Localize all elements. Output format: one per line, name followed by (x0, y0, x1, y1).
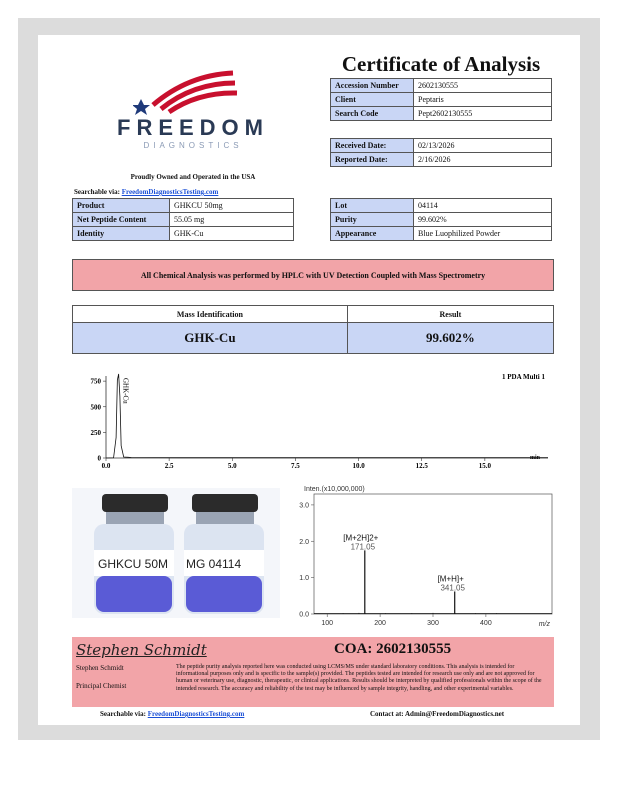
table-row (331, 227, 552, 241)
accession-label: Accession Number (331, 79, 414, 93)
dates-table (330, 138, 552, 167)
signature: Stephen Schmidt (76, 641, 207, 659)
peak-ion-label: [M+2H]2+ (343, 533, 379, 543)
footer-searchable-link[interactable]: FreedomDiagnosticsTesting.com (147, 710, 245, 718)
table-row (331, 213, 552, 227)
results-head-right: Result (347, 306, 553, 323)
appearance-label: Appearance (331, 227, 414, 241)
chemist-role: Principal Chemist (76, 682, 127, 690)
lot-table (330, 198, 552, 241)
chromatogram-line (106, 374, 548, 458)
vial-cap (192, 494, 258, 512)
net-peptide-value: 55.05 mg (170, 213, 294, 227)
x-tick-label: 15.0 (478, 462, 491, 470)
table-row (73, 306, 554, 323)
table-row (331, 107, 552, 121)
y-tick-label: 750 (90, 377, 101, 386)
identity-value: GHK-Cu (170, 227, 294, 241)
client-label: Client (331, 93, 414, 107)
y-tick-label: 500 (90, 403, 101, 412)
received-date-label: Received Date: (331, 139, 414, 153)
results-head-left: Mass Identification (73, 306, 348, 323)
chart-legend: 1 PDA Multi 1 (502, 373, 545, 381)
x-tick-label: 400 (480, 620, 492, 627)
results-purity: 99.602% (347, 323, 553, 354)
vials-image (72, 488, 280, 618)
identity-label: Identity (73, 227, 170, 241)
y-tick-label: 2.0 (299, 538, 309, 546)
table-row (331, 199, 552, 213)
table-row (331, 93, 552, 107)
hplc-chromatogram (78, 368, 556, 473)
certificate-page (38, 35, 580, 725)
x-tick-label: 0.0 (101, 462, 111, 470)
table-row (73, 213, 294, 227)
vial1-label: GHKCU 50M (98, 557, 169, 571)
vial-cap (102, 494, 168, 512)
table-row (73, 323, 554, 354)
searchable-link[interactable]: FreedomDiagnosticsTesting.com (121, 188, 219, 196)
received-date-value: 02/13/2026 (414, 139, 552, 153)
x-axis-unit: min (529, 455, 540, 461)
reported-date-value: 2/16/2026 (414, 153, 552, 167)
page-title: Certificate of Analysis (341, 52, 541, 76)
product-value: GHKCU 50mg (170, 199, 294, 213)
searchable-line (74, 188, 218, 196)
peak-mz-label: 171.05 (350, 542, 376, 552)
accession-table (330, 78, 552, 121)
brand-subtitle: DIAGNOSTICS (143, 141, 243, 150)
flag-logo-icon (133, 65, 243, 115)
peak-label: GHK-Cu (121, 378, 130, 404)
method-banner: All Chemical Analysis was performed by HPLC with UV Detection Coupled with Mass Spectrometry (72, 259, 554, 291)
vial-powder (186, 576, 262, 612)
plot-frame (314, 494, 552, 614)
product-photo (72, 488, 280, 618)
brand-name: FREEDOM (117, 115, 269, 140)
x-tick-label: 7.5 (291, 462, 300, 470)
x-tick-label: 2.5 (164, 462, 174, 470)
net-peptide-label: Net Peptide Content (73, 213, 170, 227)
signature-block (72, 637, 554, 707)
peak-mz-label: 341.05 (440, 583, 465, 593)
x-tick-label: 5.0 (227, 462, 237, 470)
purity-label: Purity (331, 213, 414, 227)
lot-label: Lot (331, 199, 414, 213)
search-code-label: Search Code (331, 107, 414, 121)
y-tick-label: 250 (90, 428, 101, 437)
client-value: Peptaris (414, 93, 552, 107)
x-tick-label: 200 (374, 620, 386, 627)
accession-value: 2602130555 (414, 79, 552, 93)
footer-searchable (100, 710, 244, 718)
table-row (331, 153, 552, 167)
y-axis-label: Inten.(x10,000,000) (304, 486, 365, 493)
footer-contact: Contact at: Admin@FreedomDiagnostics.net (370, 710, 505, 718)
y-tick-label: 1.0 (299, 575, 309, 583)
mass-spectrum (286, 482, 558, 632)
product-table (72, 198, 294, 241)
coa-number: COA: 2602130555 (334, 641, 452, 657)
y-tick-label: 3.0 (299, 502, 309, 510)
peak-ion-label: [M+H]+ (437, 574, 464, 584)
vial2-label: MG 04114 (186, 557, 242, 571)
x-tick-label: 300 (427, 620, 439, 627)
lot-value: 04114 (414, 199, 552, 213)
x-axis-label: m/z (538, 621, 550, 628)
search-code-value: Pept2602130555 (414, 107, 552, 121)
footer-searchable-label: Searchable via: (100, 710, 146, 718)
table-row (73, 227, 294, 241)
results-table (72, 305, 554, 354)
table-row (73, 199, 294, 213)
disclaimer: The peptide purity analysis reported here was conducted using LCMS/MS under standard laboratory conditions. This analysis is intended for informational purposes only and is specific to the sample(s) provided. The peptides tested are intended for research use only and are not approved for human or veterinary use, diagnostic, therapeutic, or clinical applications. Results should be interpreted by qualified professionals within the scope of the intended research. The accuracy and reliability of the test may be influenced by sample integrity, handling, and other experimental variables. (176, 664, 542, 692)
results-mass-id: GHK-Cu (73, 323, 348, 354)
x-tick-label: 12.5 (415, 462, 428, 470)
table-row (331, 79, 552, 93)
searchable-label: Searchable via: (74, 188, 120, 196)
y-tick-label: 0.0 (299, 611, 309, 619)
y-tick-label: 0 (97, 454, 101, 463)
reported-date-label: Reported Date: (331, 153, 414, 167)
chemist-name: Stephen Schmidt (76, 664, 124, 672)
x-tick-label: 100 (321, 620, 334, 627)
vial-powder (96, 576, 172, 612)
x-tick-label: 10.0 (352, 462, 365, 470)
table-row (331, 139, 552, 153)
appearance-value: Blue Luophilized Powder (414, 227, 552, 241)
product-label: Product (73, 199, 170, 213)
purity-value: 99.602% (414, 213, 552, 227)
owned-text: Proudly Owned and Operated in the USA (130, 173, 256, 181)
